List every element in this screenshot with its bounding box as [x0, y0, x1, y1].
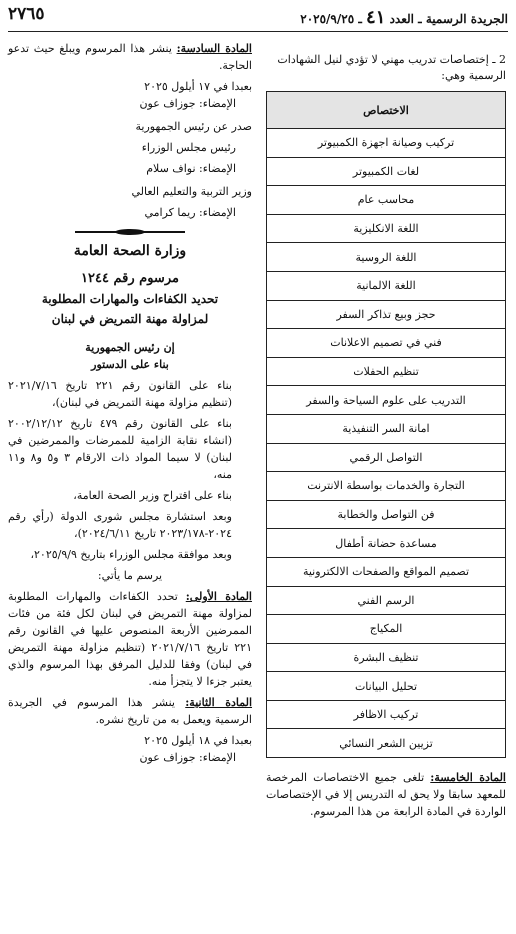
table-row — [267, 300, 506, 329]
specialty-cell: تصميم المواقع والصفحات الالكترونية — [267, 557, 506, 586]
specialty-cell: فن التواصل والخطابة — [267, 500, 506, 529]
basis-1: بناء على القانون رقم ٢٢١ تاريخ ٢٠٢١/٧/١٦ (تنظيم مزاولة مهنة التمريض في لبنان)، — [8, 379, 232, 409]
decree-title — [8, 289, 252, 329]
table-row — [267, 472, 506, 501]
right-column — [266, 52, 506, 820]
specialty-cell: امانة السر التنفيذية — [267, 414, 506, 443]
specialty-cell: حجز وبيع تذاكر السفر — [267, 300, 506, 329]
specialty-cell: تركيب وصيانة اجهزة الكمبيوتر — [267, 129, 506, 158]
page-header — [8, 4, 508, 30]
minister-signature: الإمضاء: ريما كرامي — [144, 206, 236, 219]
specialties-intro: 2 ـ إختصاصات تدريب مهني لا تؤدي لنيل الشهادات الرسمية وهي: — [277, 53, 506, 82]
specialty-cell: التدريب على علوم السياحة والسفر — [267, 386, 506, 415]
article-6-text: ينشر هذا المرسوم ويبلغ حيث تدعو الحاجة. — [8, 42, 252, 72]
table-row — [267, 672, 506, 701]
specialty-cell: تزيين الشعر النسائي — [267, 729, 506, 758]
article-6-label: المادة السادسة: — [176, 42, 252, 55]
issued-by: صدر عن رئيس الجمهورية — [135, 120, 252, 133]
ministry-title: وزارة الصحة العامة — [73, 243, 187, 259]
header-divider — [8, 31, 508, 32]
gazette-name: الجريدة الرسمية ـ العدد — [389, 12, 508, 26]
article-1-text: تحدد الكفاءات والمهارات المطلوبة لمزاولة مهنة التمريض في لبنان لكل فئة من فئات الممرضين الأربعة المنصوص عليها في القانون رقم ٢٢١ تاريخ ٢٠٢١/٧/١٦ (تنظيم مزاولة مهنة التمريض في لبنان) وفقا للدليل المرفق بهذا المرسوم والذي يعتبر جزءا لا يتجزأ منه. — [8, 590, 252, 688]
page-number: ٢٧٦٥ — [8, 4, 45, 24]
table-row — [267, 186, 506, 215]
left-column — [8, 40, 252, 766]
specialty-cell: التجارة والخدمات بواسطة الانترنت — [267, 472, 506, 501]
article-2-label: المادة الثانية: — [185, 696, 253, 709]
specialty-cell: اللغة الانكليزية — [267, 214, 506, 243]
specialty-cell: اللغة الالمانية — [267, 271, 506, 300]
table-row — [267, 414, 506, 443]
table-row — [267, 214, 506, 243]
signed-place-date: بعبدا في ١٧ أيلول ٢٠٢٥ — [144, 80, 252, 93]
basis-3: بناء على اقتراح وزير الصحة العامة، — [73, 489, 232, 502]
table-row — [267, 129, 506, 158]
table-row — [267, 586, 506, 615]
article-5-text: تلغى جميع الاختصاصات المرخصة للمعهد سابقا ولا يحق له التدريس إلا في الإختصاصات الواردة في المادة الرابعة من هذا المرسوم. — [266, 771, 506, 819]
president-signature-2: الإمضاء: جوزاف عون — [139, 751, 236, 764]
specialty-cell: محاسب عام — [267, 186, 506, 215]
specialty-cell: اللغة الروسية — [267, 243, 506, 272]
basis-4: وبعد استشارة مجلس شورى الدولة (رأي رقم ٢٠٢٤-٢٠٢٣/١٧٨ تاريخ ٢٠٢٤/٦/١١)، — [8, 510, 232, 540]
article-5 — [266, 769, 506, 820]
table-row — [267, 700, 506, 729]
decrees-line: يرسم ما يأتي: — [97, 569, 163, 582]
article-1-label: المادة الأولى: — [185, 590, 252, 603]
table-row — [267, 329, 506, 358]
table-row — [267, 643, 506, 672]
table-row — [267, 243, 506, 272]
specialty-cell: المكياج — [267, 615, 506, 644]
specialties-table — [266, 91, 506, 758]
table-row — [267, 357, 506, 386]
gazette-title — [300, 7, 508, 28]
table-row — [267, 557, 506, 586]
specialty-cell: التواصل الرقمي — [267, 443, 506, 472]
issue-date: ـ ٢٠٢٥/٩/٢٥ — [300, 12, 362, 26]
decree-title-line-1: تحديد الكفاءات والمهارات المطلوبة — [41, 292, 219, 306]
table-row — [267, 157, 506, 186]
specialty-cell: تنظيم الحفلات — [267, 357, 506, 386]
specialty-cell: الرسم الفني — [267, 586, 506, 615]
specialty-cell: تنظيف البشرة — [267, 643, 506, 672]
specialty-cell: فني في تصميم الاعلانات — [267, 329, 506, 358]
article-5-label: المادة الخامسة: — [430, 771, 506, 785]
table-row — [267, 386, 506, 415]
president-signature: الإمضاء: جوزاف عون — [139, 97, 236, 110]
signed-place-date-2: بعبدا في ١٨ أيلول ٢٠٢٥ — [144, 734, 252, 747]
specialty-cell: تركيب الاظافر — [267, 700, 506, 729]
table-row — [267, 443, 506, 472]
specialty-cell: مساعدة حضانة أطفال — [267, 529, 506, 558]
article-1 — [8, 588, 252, 690]
decree-title-line-2: لمزاولة مهنة التمريض في لبنان — [51, 312, 209, 326]
table-row — [267, 615, 506, 644]
specialty-cell: تحليل البيانات — [267, 672, 506, 701]
minister-title: وزير التربية والتعليم العالي — [131, 185, 252, 198]
article-2-text: ينشر هذا المرسوم في الجريدة الرسمية ويعمل به من تاريخ نشره. — [8, 696, 252, 726]
table-row — [267, 529, 506, 558]
table-row — [267, 500, 506, 529]
specialty-cell: لغات الكمبيوتر — [267, 157, 506, 186]
article-2 — [8, 694, 252, 728]
president-line: إن رئيس الجمهورية — [85, 341, 175, 354]
issue-number: ٤١ — [366, 7, 386, 28]
table-header: الاختصاص — [267, 92, 506, 129]
pm-title: رئيس مجلس الوزراء — [141, 141, 236, 154]
article-6 — [8, 40, 252, 74]
basis-5: وبعد موافقة مجلس الوزراء بتاريخ ٢٠٢٥/٩/٩، — [30, 548, 232, 561]
pm-signature: الإمضاء: نواف سلام — [146, 162, 236, 175]
table-row — [267, 729, 506, 758]
section-divider — [75, 227, 185, 237]
constitution-line: بناء على الدستور — [91, 358, 169, 371]
decree-number: مرسوم رقم ١٢٤٤ — [81, 271, 179, 286]
table-row — [267, 271, 506, 300]
basis-2: بناء على القانون رقم ٤٧٩ تاريخ ٢٠٠٢/١٢/١٢ (انشاء نقابة الزامية للممرضات والممرضين في لبنان) لا سيما المواد ذات الارقام ٣ و٥ و٨ و١١ منه، — [8, 417, 232, 481]
